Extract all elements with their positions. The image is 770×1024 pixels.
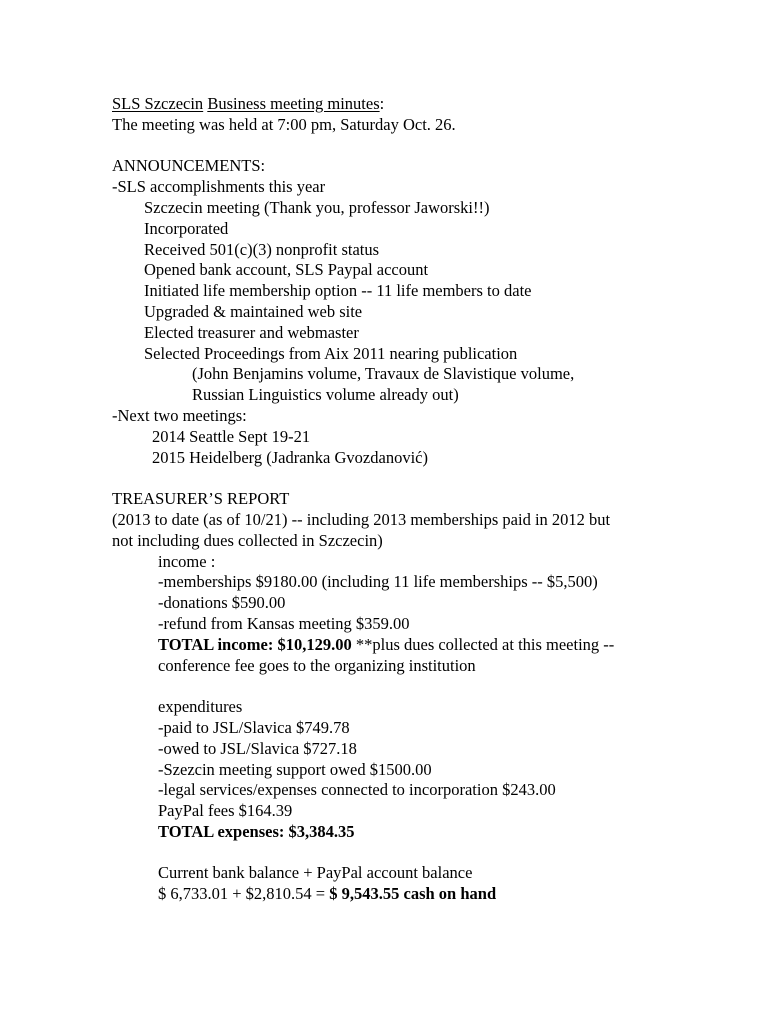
expenditures-heading: expenditures	[158, 697, 243, 717]
balance-heading: Current bank balance + PayPal account balance	[158, 863, 473, 883]
title-subject: Business meeting minutes	[207, 94, 380, 113]
report-scope-line: (2013 to date (as of 10/21) -- including 2013 memberships paid in 2012 but	[112, 509, 611, 529]
list-item: Upgraded & maintained web site	[144, 301, 363, 321]
income-item: -refund from Kansas meeting $359.00	[158, 613, 410, 633]
total-income-note-continued: conference fee goes to the organizing institution	[158, 655, 476, 675]
expenditure-item: -Szezcin meeting support owed $1500.00	[158, 759, 432, 779]
cash-on-hand: $ 9,543.55 cash on hand	[329, 884, 497, 904]
accomplishments-heading: -SLS accomplishments this year	[112, 177, 326, 197]
total-income-note: **plus dues collected at this meeting --	[351, 634, 615, 654]
expenditure-item: PayPal fees $164.39	[158, 801, 293, 821]
expenditure-item: -legal services/expenses connected to incorporation $243.00	[158, 780, 556, 800]
spacer	[112, 136, 732, 157]
income-heading: income :	[158, 551, 216, 571]
spacer	[112, 468, 732, 489]
spacer	[112, 843, 732, 864]
document-title	[112, 94, 732, 115]
list-item: Selected Proceedings from Aix 2011 nearing publication	[144, 343, 518, 363]
proceedings-detail: Russian Linguistics volume already out)	[192, 385, 459, 405]
list-item: Szczecin meeting (Thank you, professor Jaworski!!)	[144, 197, 490, 217]
spacer	[112, 676, 732, 697]
title-location: SLS Szczecin	[112, 94, 204, 113]
list-item: Incorporated	[144, 218, 229, 238]
balance-line	[112, 884, 732, 905]
total-income: TOTAL income: $10,129.00	[158, 634, 352, 654]
next-meeting-item: 2015 Heidelberg (Jadranka Gvozdanović)	[152, 447, 428, 467]
income-item: -memberships $9180.00 (including 11 life memberships -- $5,500)	[158, 572, 598, 592]
total-income-line	[112, 635, 732, 656]
title-colon: :	[379, 94, 385, 113]
balance-sum: $ 6,733.01 + $2,810.54 =	[158, 884, 330, 904]
expenditure-item: -owed to JSL/Slavica $727.18	[158, 738, 357, 758]
list-item: Initiated life membership option -- 11 life members to date	[144, 281, 532, 301]
income-item: -donations $590.00	[158, 593, 286, 613]
list-item: Received 501(c)(3) nonprofit status	[144, 239, 380, 259]
list-item: Elected treasurer and webmaster	[144, 322, 359, 342]
total-expenses: TOTAL expenses: $3,384.35	[158, 821, 355, 841]
announcements-heading: ANNOUNCEMENTS:	[112, 156, 266, 176]
list-item: Opened bank account, SLS Paypal account	[144, 260, 429, 280]
next-meeting-item: 2014 Seattle Sept 19-21	[152, 426, 311, 446]
report-scope-line: not including dues collected in Szczecin)	[112, 530, 383, 550]
meeting-time: The meeting was held at 7:00 pm, Saturday Oct. 26.	[112, 114, 456, 134]
proceedings-detail: (John Benjamins volume, Travaux de Slavistique volume,	[192, 364, 575, 384]
meeting-minutes-document	[112, 94, 732, 905]
treasurer-heading: TREASURER’S REPORT	[112, 489, 290, 509]
expenditure-item: -paid to JSL/Slavica $749.78	[158, 717, 350, 737]
next-meetings-heading: -Next two meetings:	[112, 405, 247, 425]
